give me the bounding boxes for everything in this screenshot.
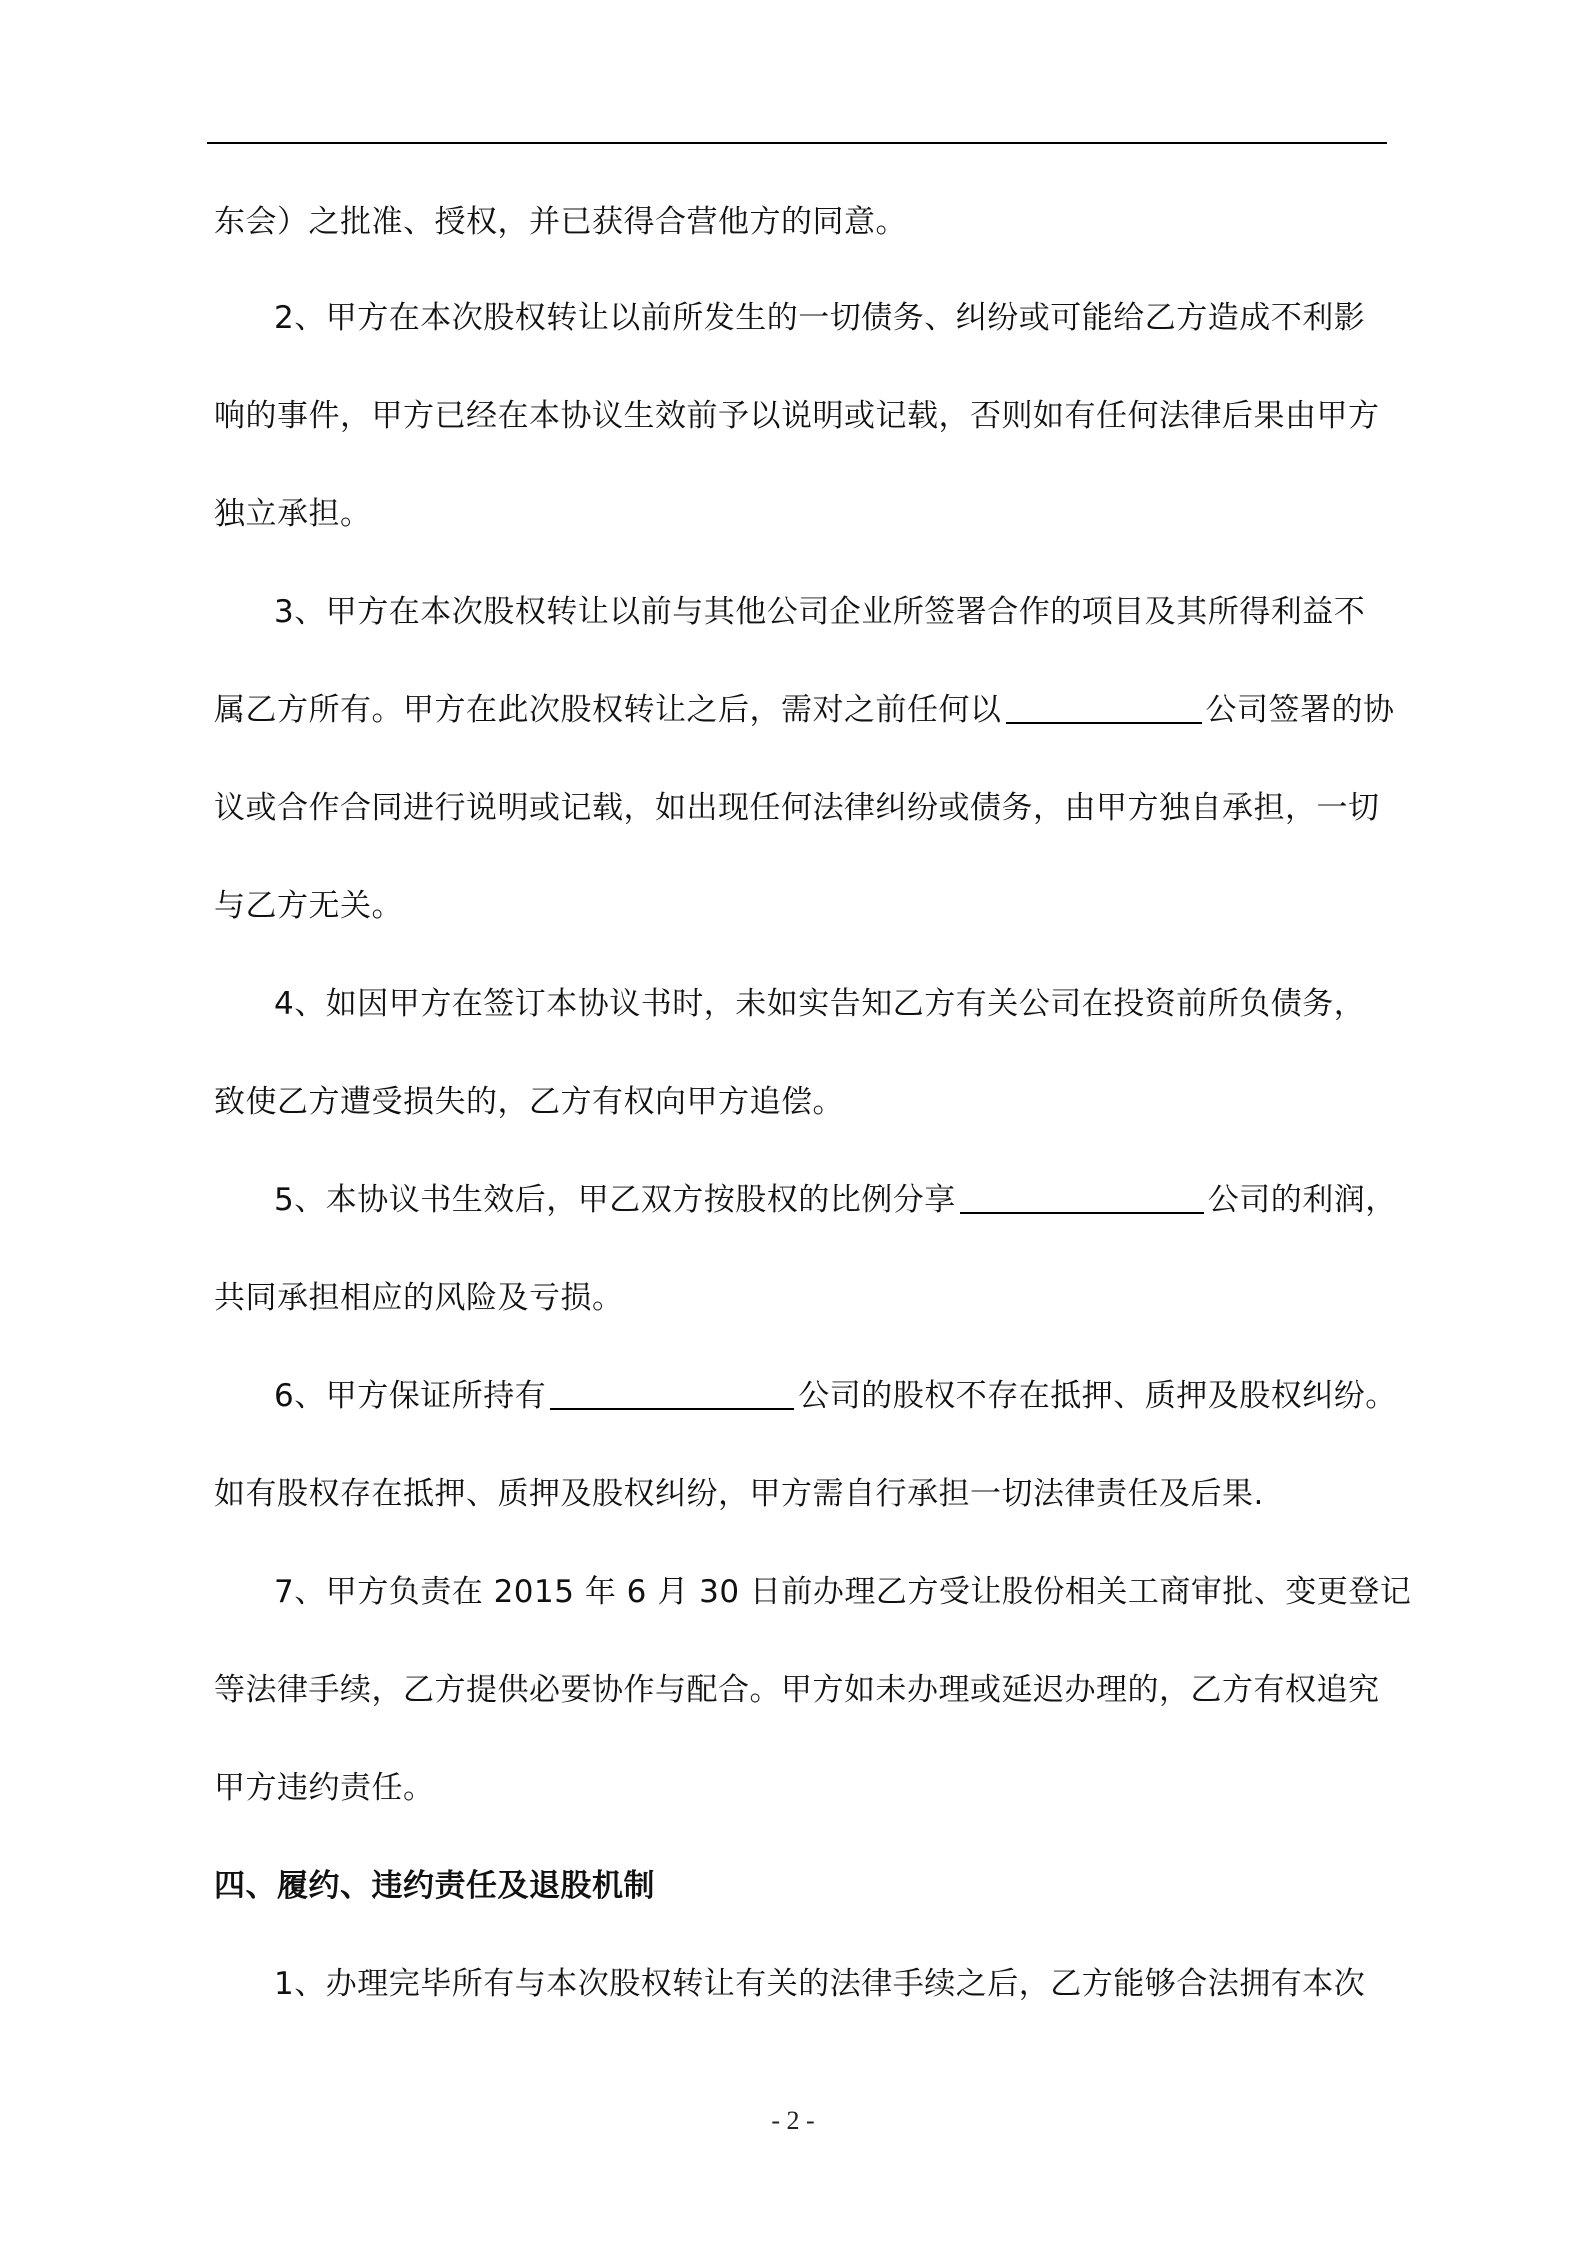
header-rule bbox=[207, 142, 1387, 144]
text-segment: 属乙方所有。甲方在此次股权转让之后，需对之前任何以 bbox=[214, 692, 1002, 728]
text-line: 如有股权存在抵押、质押及股权纠纷，甲方需自行承担一切法律责任及后果. bbox=[214, 1476, 1264, 1512]
clause-6-line-with-blank bbox=[274, 1376, 1397, 1416]
fill-in-blank[interactable] bbox=[1006, 692, 1202, 724]
section-heading: 四、履约、违约责任及退股机制 bbox=[214, 1868, 655, 1904]
text-line: 致使乙方遭受损失的，乙方有权向甲方追偿。 bbox=[214, 1084, 844, 1120]
text-line: 响的事件，甲方已经在本协议生效前予以说明或记载，否则如有任何法律后果由甲方 bbox=[214, 398, 1380, 434]
text-line: 甲方违约责任。 bbox=[214, 1770, 435, 1806]
page-number: - 2 - bbox=[771, 2106, 815, 2135]
text-line: 独立承担。 bbox=[214, 496, 372, 532]
text-segment: 公司的股权不存在抵押、质押及股权纠纷。 bbox=[798, 1378, 1397, 1414]
text-line: 与乙方无关。 bbox=[214, 888, 403, 924]
clause-3-line: 3、甲方在本次股权转让以前与其他公司企业所签署合作的项目及其所得利益不 bbox=[274, 594, 1366, 630]
text-segment: 公司签署的协 bbox=[1205, 692, 1395, 728]
text-line-with-blank bbox=[214, 690, 1395, 730]
clause-5-line-with-blank bbox=[274, 1180, 1397, 1220]
clause-4-line: 4、如因甲方在签订本协议书时，未如实告知乙方有关公司在投资前所负债务， bbox=[274, 986, 1366, 1022]
text-line: 共同承担相应的风险及亏损。 bbox=[214, 1280, 624, 1316]
clause-7-line: 7、甲方负责在 2015 年 6 月 30 日前办理乙方受让股份相关工商审批、变更登记 bbox=[274, 1574, 1412, 1610]
text-segment: 公司的利润， bbox=[1207, 1182, 1397, 1218]
text-segment: 5、本协议书生效后，甲乙双方按股权的比例分享 bbox=[274, 1182, 956, 1218]
fill-in-blank[interactable] bbox=[550, 1378, 794, 1410]
fill-in-blank[interactable] bbox=[960, 1182, 1204, 1214]
text-line: 等法律手续，乙方提供必要协作与配合。甲方如未办理或延迟办理的，乙方有权追究 bbox=[214, 1672, 1380, 1708]
text-line: 东会）之批准、授权，并已获得合营他方的同意。 bbox=[214, 204, 907, 240]
text-line: 议或合作合同进行说明或记载，如出现任何法律纠纷或债务，由甲方独自承担，一切 bbox=[214, 790, 1380, 826]
clause-1-line: 1、办理完毕所有与本次股权转让有关的法律手续之后，乙方能够合法拥有本次 bbox=[274, 1966, 1366, 2002]
text-segment: 6、甲方保证所持有 bbox=[274, 1378, 547, 1414]
clause-2-line: 2、甲方在本次股权转让以前所发生的一切债务、纠纷或可能给乙方造成不利影 bbox=[274, 300, 1366, 336]
